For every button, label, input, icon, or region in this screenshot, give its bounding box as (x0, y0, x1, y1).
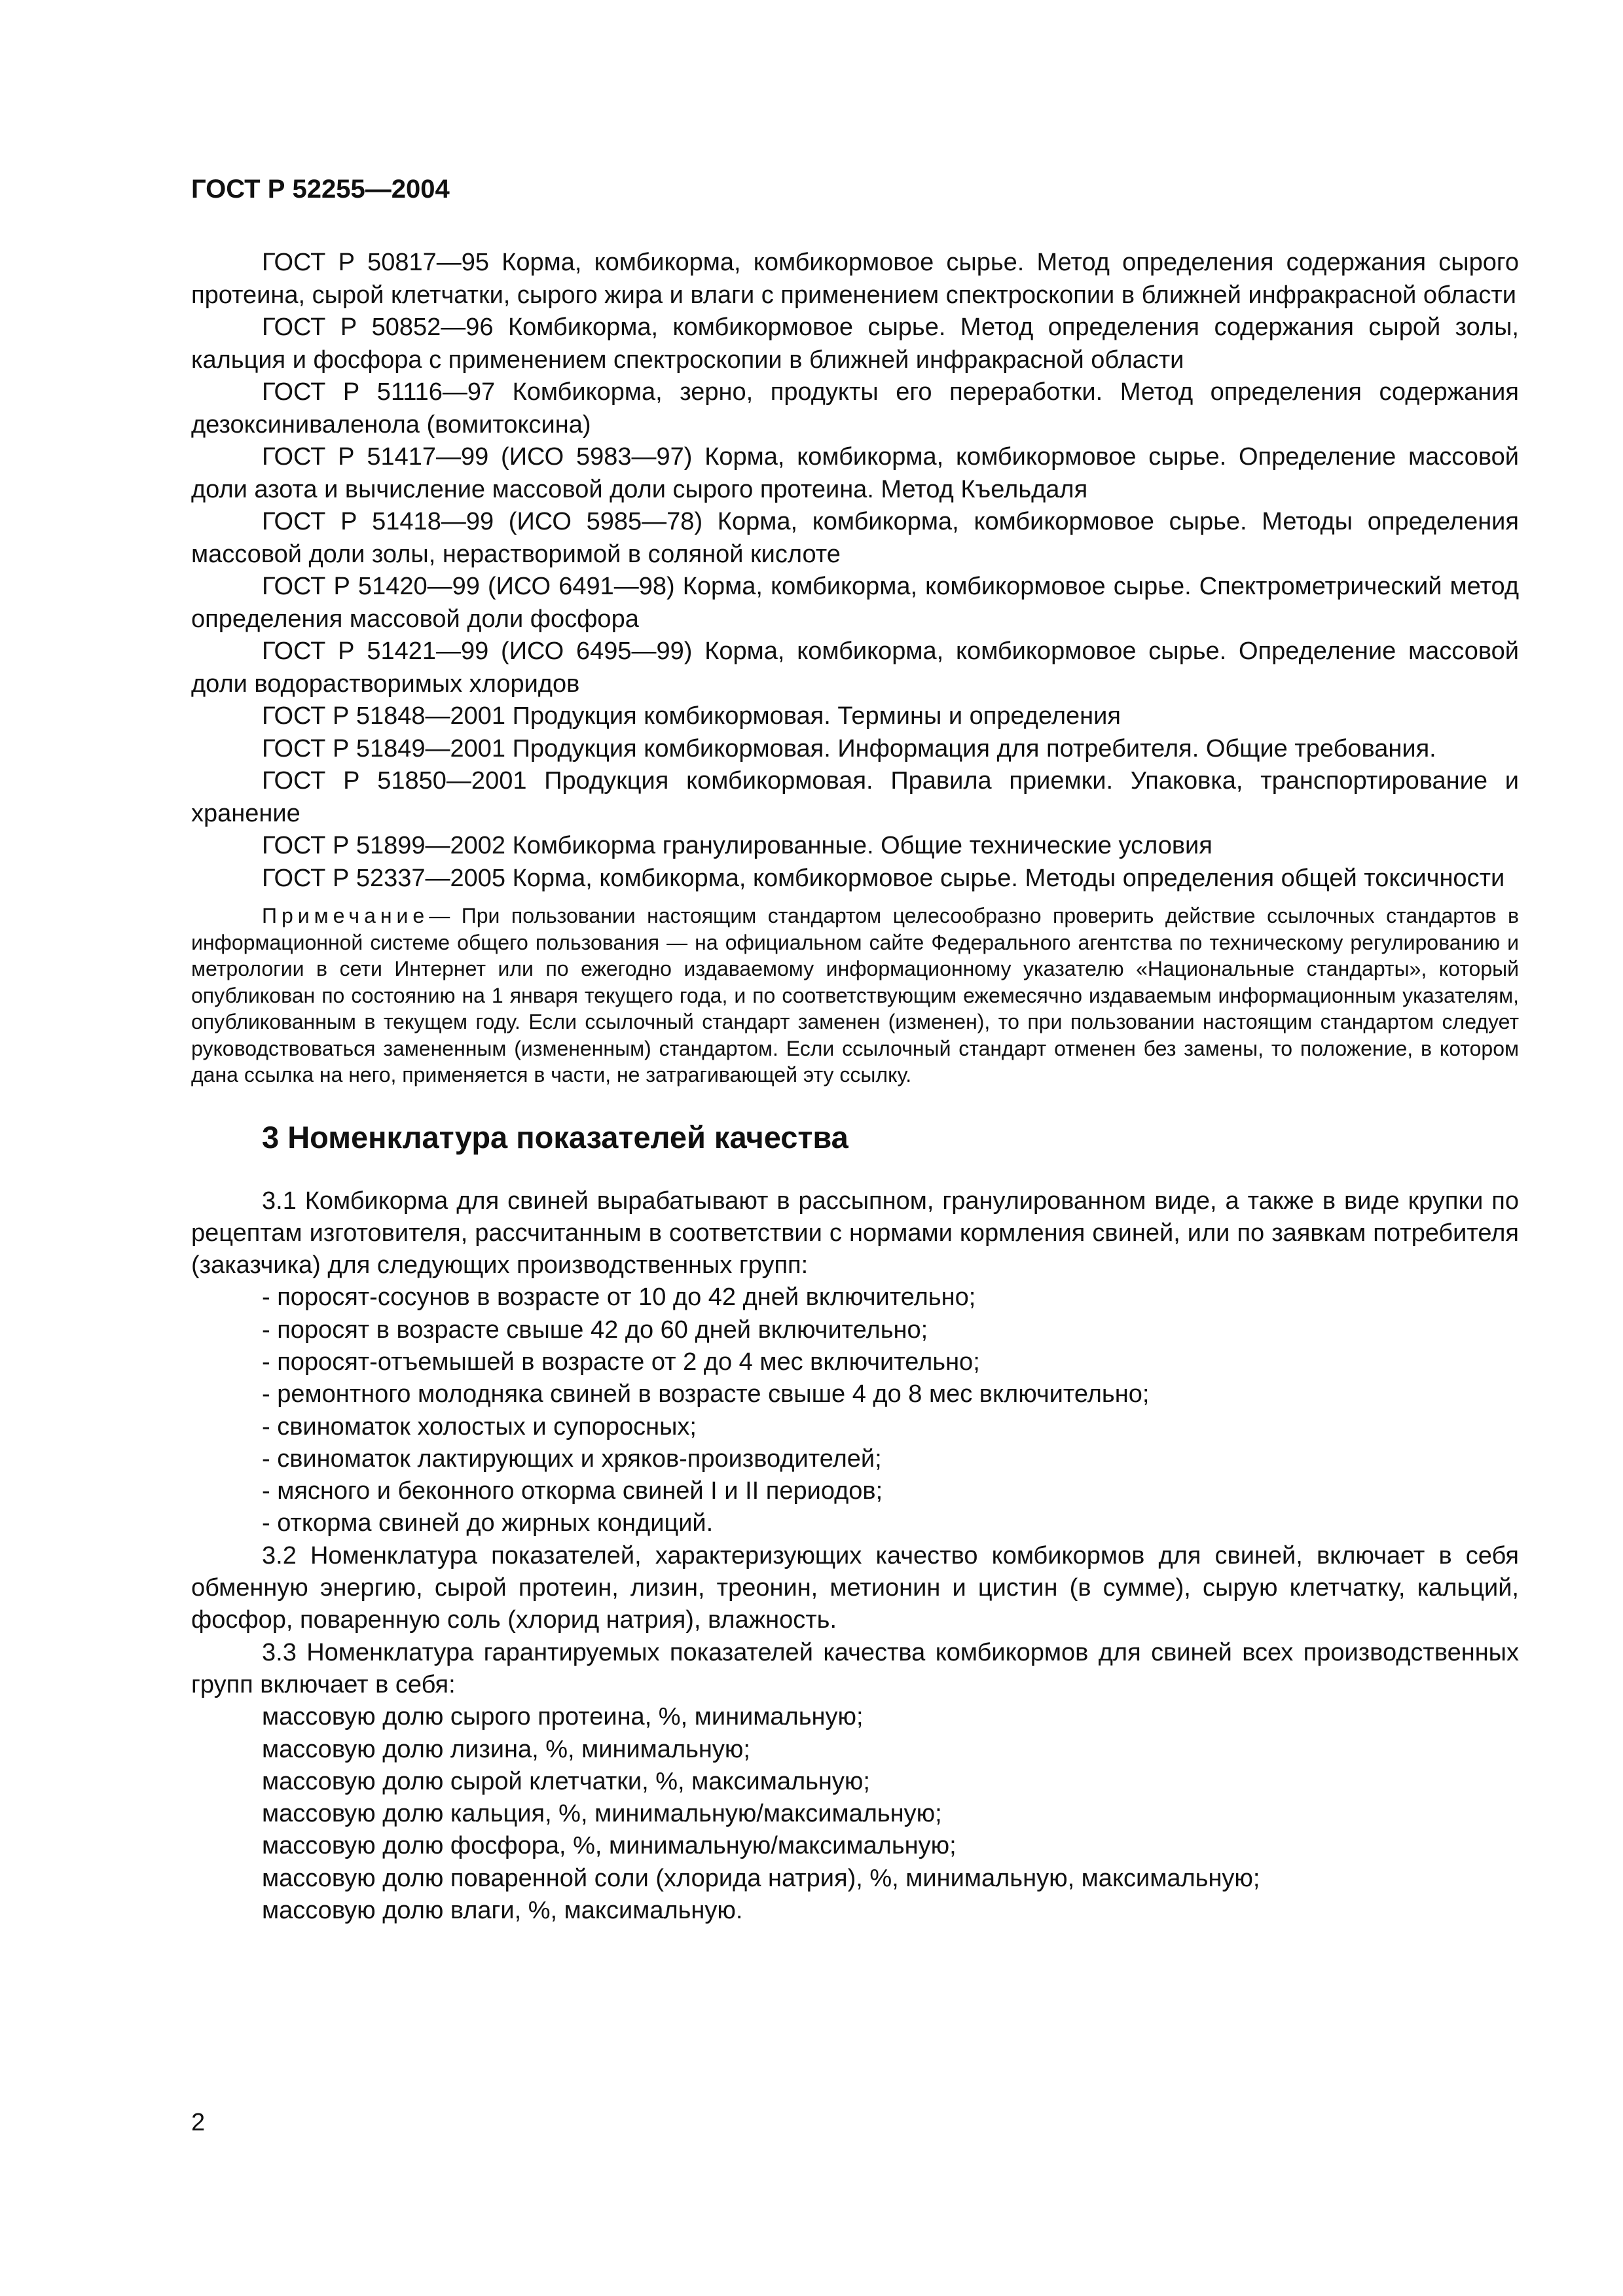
note (191, 903, 1519, 1088)
reference-item: ГОСТ Р 51116—97 Комбикорма, зерно, продукты его переработки. Метод определения содержания дезоксиниваленола (вомитоксина) (191, 378, 1519, 439)
note-label: Примечание (262, 904, 429, 927)
reference-item: ГОСТ Р 50817—95 Корма, комбикорма, комбикормовое сырье. Метод определения содержания сырого протеина, сырой клетчатки, сырого жира и влаги с применением спектроскопии в ближней инфракрасной области (191, 249, 1519, 309)
page-header: ГОСТ Р 52255—2004 (191, 175, 450, 204)
section-body (191, 1185, 1519, 1928)
list-item: - поросят в возрасте свыше 42 до 60 дней включительно; (262, 1316, 928, 1344)
reference-item: ГОСТ Р 52337—2005 Корма, комбикорма, комбикормовое сырье. Методы определения общей токсичности (262, 864, 1505, 892)
paragraph-3-1: 3.1 Комбикорма для свиней вырабатывают в рассыпном, гранулированном виде, а также в виде крупки по рецептам изготовителя, рассчитанным в соответствии с нормами кормления свиней, или по заявкам потребителя (заказчика) для следующих производственных групп: (191, 1187, 1519, 1280)
list-item: массовую долю поваренной соли (хлорида натрия), %, минимальную, максимальную; (262, 1864, 1260, 1892)
reference-item: ГОСТ Р 51418—99 (ИСО 5985—78) Корма, комбикорма, комбикормовое сырье. Методы определения массовой доли золы, нерастворимой в соляной кислоте (191, 508, 1519, 568)
list-item: массовую долю сырой клетчатки, %, максимальную; (262, 1767, 870, 1795)
list-item: - свиноматок холостых и супоросных; (262, 1412, 697, 1441)
list-item: - свиноматок лактирующих и хряков-производителей; (262, 1444, 882, 1473)
section-title: 3 Номенклатура показателей качества (262, 1119, 848, 1155)
reference-item: ГОСТ Р 51420—99 (ИСО 6491—98) Корма, комбикорма, комбикормовое сырье. Спектрометрический метод определения массовой доли фосфора (191, 573, 1519, 633)
list-item: - ремонтного молодняка свиней в возрасте свыше 4 до 8 мес включительно; (262, 1380, 1150, 1408)
reference-item: ГОСТ Р 51421—99 (ИСО 6495—99) Корма, комбикорма, комбикормовое сырье. Определение массовой доли водорастворимых хлоридов (191, 637, 1519, 698)
page-number: 2 (191, 2109, 206, 2136)
list-item: - поросят-отъемышей в возрасте от 2 до 4 мес включительно; (262, 1348, 980, 1376)
reference-item: ГОСТ Р 51850—2001 Продукция комбикормовая. Правила приемки. Упаковка, транспортирование и хранение (191, 767, 1519, 827)
document-page (191, 173, 1519, 1927)
reference-item: ГОСТ Р 51899—2002 Комбикорма гранулированные. Общие технические условия (262, 832, 1213, 859)
paragraph-3-2: 3.2 Номенклатура показателей, характеризующих качество комбикормов для свиней, включает в себя обменную энергию, сырой протеин, лизин, треонин, метионин и цистин (в сумме), сырую клетчатку, кальций, фосфор, поваренную соль (хлорид натрия), влажность. (191, 1541, 1519, 1634)
list-item: - откорма свиней до жирных кондиций. (262, 1509, 714, 1537)
reference-item: ГОСТ Р 51849—2001 Продукция комбикормовая. Информация для потребителя. Общие требования. (262, 734, 1436, 762)
reference-item: ГОСТ Р 51417—99 (ИСО 5983—97) Корма, комбикорма, комбикормовое сырье. Определение массовой доли азота и вычисление массовой доли сырого протеина. Метод Къельдаля (191, 443, 1519, 503)
list-item: массовую долю кальция, %, минимальную/максимальную; (262, 1800, 942, 1828)
list-item: массовую долю сырого протеина, %, минимальную; (262, 1703, 864, 1731)
paragraph-3-3: 3.3 Номенклатура гарантируемых показателей качества комбикормов для свиней всех производственных групп включает в себя: (191, 1638, 1519, 1698)
list-item: - поросят-сосунов в возрасте от 10 до 42 дней включительно; (262, 1283, 976, 1312)
list-item: - мясного и беконного откорма свиней I и II периодов; (262, 1477, 883, 1505)
note-text: — При пользовании настоящим стандартом целесообразно проверить действие ссылочных стандартов в информационной системе общего пользования — на официальном сайте Федерального агентства по техническому регулированию и метрологии в сети Интернет или по ежегодно издаваемому информационному указателю «Национальные стандарты», который опубликован по состоянию на 1 января текущего года, и по соответствующим ежемесячно издаваемым информационным указателям, опубликованным в текущем году. Если ссылочный стандарт заменен (изменен), то при пользовании настоящим стандартом следует руководствоваться замененным (измененным) стандартом. Если ссылочный стандарт отменен без замены, то положение, в котором дана ссылка на него, применяется в части, не затрагивающей эту ссылку. (191, 904, 1519, 1086)
normative-references (191, 247, 1519, 895)
reference-item: ГОСТ Р 50852—96 Комбикорма, комбикормовое сырье. Метод определения содержания сырой золы, кальция и фосфора с применением спектроскопии в ближней инфракрасной области (191, 314, 1519, 374)
list-item: массовую долю фосфора, %, минимальную/максимальную; (262, 1832, 957, 1860)
list-item: массовую долю лизина, %, минимальную; (262, 1735, 750, 1763)
list-item: массовую долю влаги, %, максимальную. (262, 1897, 743, 1925)
reference-item: ГОСТ Р 51848—2001 Продукция комбикормовая. Термины и определения (262, 702, 1121, 730)
